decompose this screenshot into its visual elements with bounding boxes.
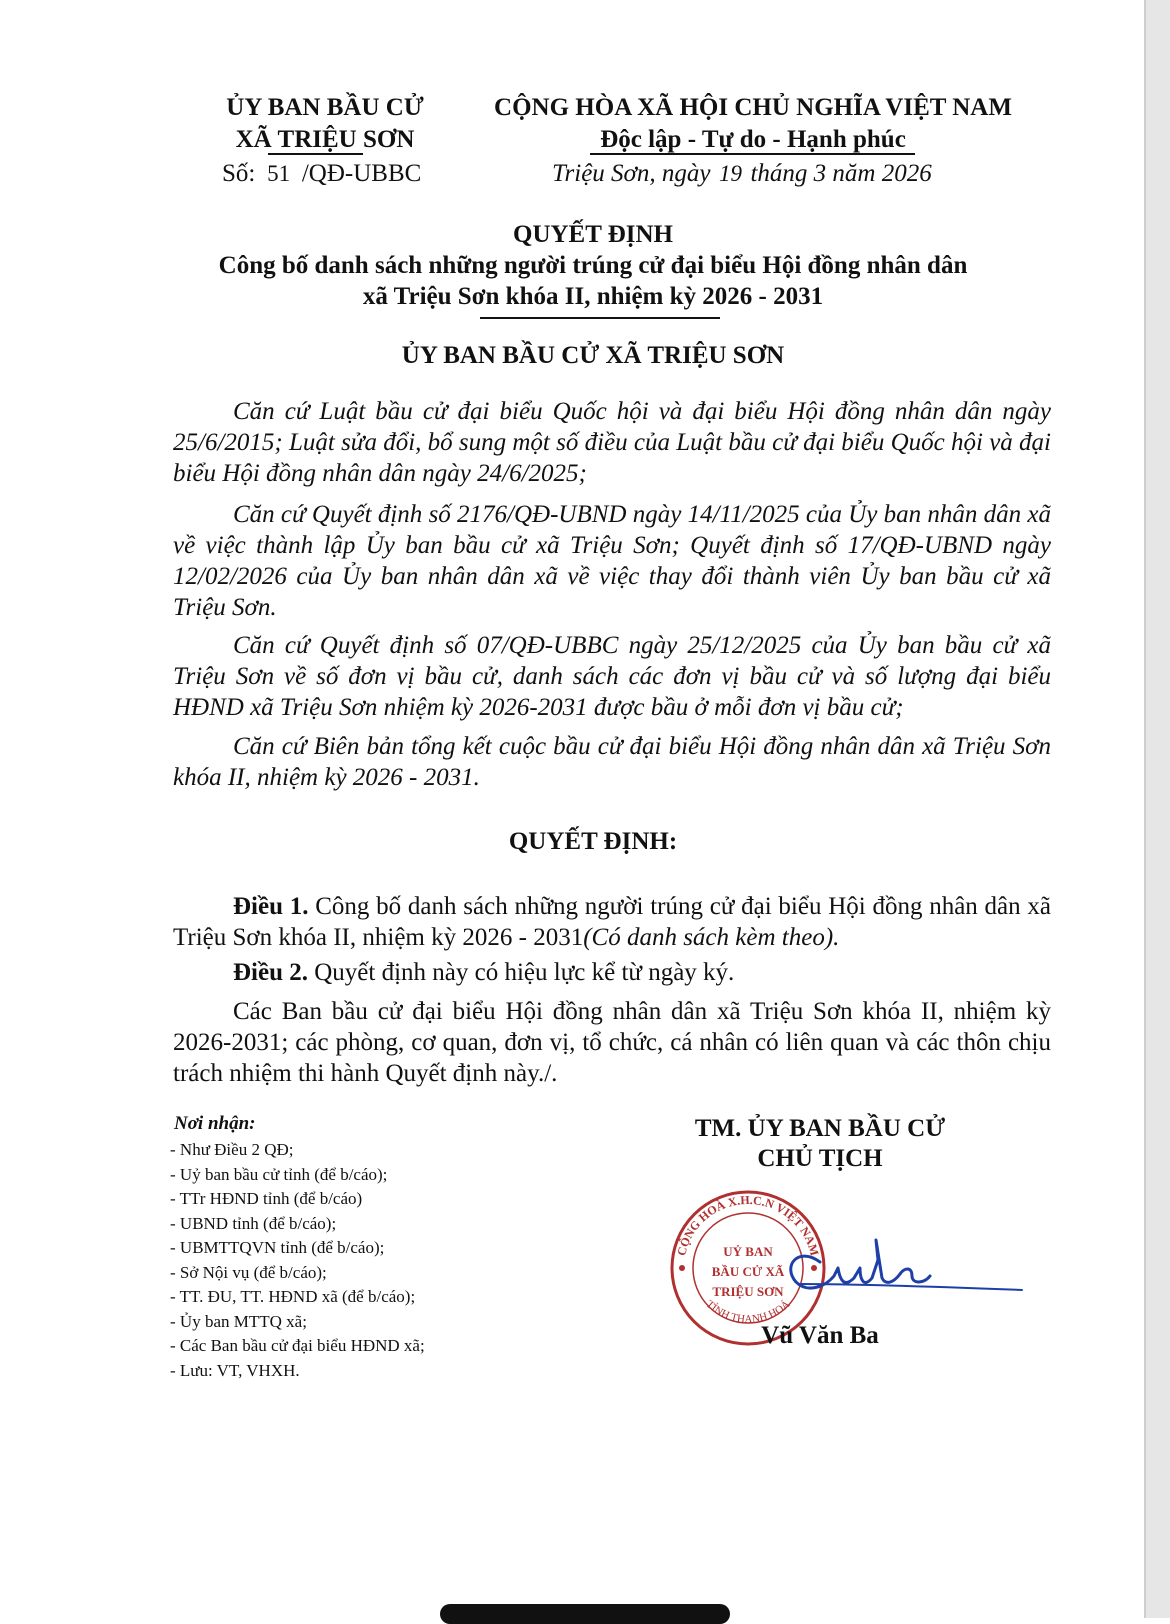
- recipient-item: - TTr HĐND tỉnh (để b/cáo): [170, 1189, 363, 1208]
- doc-subject-line2: xã Triệu Sơn khóa II, nhiệm kỳ 2026 - 2031: [362, 283, 824, 310]
- date-day: 19: [718, 161, 742, 186]
- article-2-text: Quyết định này có hiệu lực kể từ ngày ký.: [308, 959, 735, 986]
- doc-subject-line1: Công bố danh sách những người trúng cử đại biểu Hội đồng nhân dân: [218, 252, 968, 279]
- date-place: Triệu Sơn, ngày: [552, 160, 711, 187]
- recipient-item: - Uỷ ban bầu cử tỉnh (để b/cáo);: [170, 1164, 388, 1184]
- doc-type: QUYẾT ĐỊNH: [513, 221, 673, 248]
- date-rest: tháng 3 năm 2026: [750, 160, 932, 187]
- preamble-2: Căn cứ Quyết định số 2176/QĐ-UBND ngày 14/11/2025 của Ủy ban nhân dân xã về việc thành lập Ủy ban bầu cử xã Triệu Sơn; Quyết định số 17/QĐ-UBND ngày 12/02/2026 của Ủy ban nhân dân xã về việc thay đổi thành viên Ủy ban bầu cử xã Triệu Sơn.: [173, 501, 1051, 621]
- stamp-line3: TRIỆU SƠN: [712, 1284, 784, 1299]
- article-1: [173, 891, 1051, 953]
- stamp-bottom-text: TỈNH THANH HOÁ: [703, 1298, 793, 1326]
- recipients-heading: Nơi nhận:: [174, 1113, 256, 1134]
- recipient-item: - UBND tỉnh (để b/cáo);: [170, 1213, 337, 1233]
- recipient-item: - Sở Nội vụ (để b/cáo);: [170, 1262, 327, 1282]
- preamble-3: Căn cứ Quyết định số 07/QĐ-UBBC ngày 25/12/2025 của Ủy ban bầu cử xã Triệu Sơn về số đơn vị bầu cử, danh sách các đơn vị bầu cử và số lượng đại biểu HĐND xã Triệu Sơn nhiệm kỳ 2026-2031 được bầu ở mỗi đơn vị bầu cử;: [173, 632, 1051, 721]
- preamble-4: Căn cứ Biên bản tổng kết cuộc bầu cử đại biểu Hội đồng nhân dân xã Triệu Sơn khóa II, nhiệm kỳ 2026 - 2031.: [173, 733, 1051, 791]
- article-2: [173, 957, 1051, 988]
- sign-on-behalf: TM. ỦY BAN BẦU CỬ: [694, 1115, 946, 1142]
- sign-position: CHỦ TỊCH: [757, 1145, 883, 1172]
- recipients-list: [170, 1138, 550, 1383]
- recipient-item: - Như Điều 2 QĐ;: [170, 1140, 294, 1159]
- subject-underline: [480, 317, 720, 319]
- national-header: [488, 92, 1018, 156]
- article-3: Các Ban bầu cử đại biểu Hội đồng nhân dân xã Triệu Sơn khóa II, nhiệm kỳ 2026-2031; các phòng, cơ quan, đơn vị, tổ chức, cá nhân có liên quan và các thôn chịu trách nhiệm thi hành Quyết định này./.: [173, 998, 1051, 1087]
- stamp-line1: UỶ BAN: [723, 1244, 773, 1259]
- recipient-item: - Lưu: VT, VHXH.: [170, 1360, 300, 1380]
- org-line1: ỦY BAN BẦU CỬ: [226, 94, 424, 121]
- stamp-line2: BẦU CỬ XÃ: [711, 1264, 785, 1279]
- home-indicator[interactable]: [440, 1604, 730, 1624]
- article-2-label: Điều 2.: [233, 959, 308, 986]
- signature-stroke: [791, 1240, 930, 1288]
- article-1-text: Công bố danh sách những người trúng cử đại biểu Hội đồng nhân dân xã Triệu Sơn khóa II, nhiệm kỳ 2026 - 2031: [173, 893, 1051, 951]
- stamp-ring-text: CỘNG HOÀ X.H.C.N VIỆT NAM: [674, 1192, 822, 1258]
- recipient-item: - Ủy ban MTTQ xã;: [170, 1311, 307, 1331]
- recipient-item: - UBMTTQVN tỉnh (để b/cáo);: [170, 1238, 385, 1257]
- signer-name: Vũ Văn Ba: [761, 1322, 879, 1349]
- preamble-1: Căn cứ Luật bầu cử đại biểu Quốc hội và đại biểu Hội đồng nhân dân ngày 25/6/2015; Luật sửa đổi, bổ sung một số điều của Luật bầu cử đại biểu Quốc hội và đại biểu Hội đồng nhân dân ngày 24/6/2025;: [173, 398, 1051, 487]
- org-underline: [268, 153, 363, 155]
- country-name: CỘNG HÒA XÃ HỘI CHỦ NGHĨA VIỆT NAM: [494, 94, 1012, 121]
- doc-number-suffix: /QĐ-UBBC: [301, 160, 422, 187]
- article-1-label: Điều 1.: [233, 893, 309, 920]
- org-line2: XÃ TRIỆU SƠN: [235, 126, 415, 153]
- doc-number-value: 51: [267, 161, 291, 186]
- doc-number: [222, 158, 462, 190]
- handwritten-signature: [760, 1228, 1030, 1318]
- motto: Độc lập - Tự do - Hạnh phúc: [600, 126, 906, 153]
- article-1-note: (Có danh sách kèm theo).: [583, 924, 840, 951]
- motto-underline: [590, 153, 915, 155]
- date-line: [552, 158, 992, 190]
- recipient-item: - TT. ĐU, TT. HĐND xã (để b/cáo);: [170, 1287, 416, 1306]
- signature-underline: [800, 1284, 1022, 1290]
- doc-number-prefix: Số:: [222, 160, 256, 187]
- decision-heading: QUYẾT ĐỊNH:: [508, 828, 678, 855]
- issuer-heading: ỦY BAN BẦU CỬ XÃ TRIỆU SƠN: [401, 342, 785, 369]
- org-name: [200, 92, 450, 156]
- stamp-dot-left: [679, 1265, 685, 1271]
- recipient-item: - Các Ban bầu cử đại biểu HĐND xã;: [170, 1336, 425, 1355]
